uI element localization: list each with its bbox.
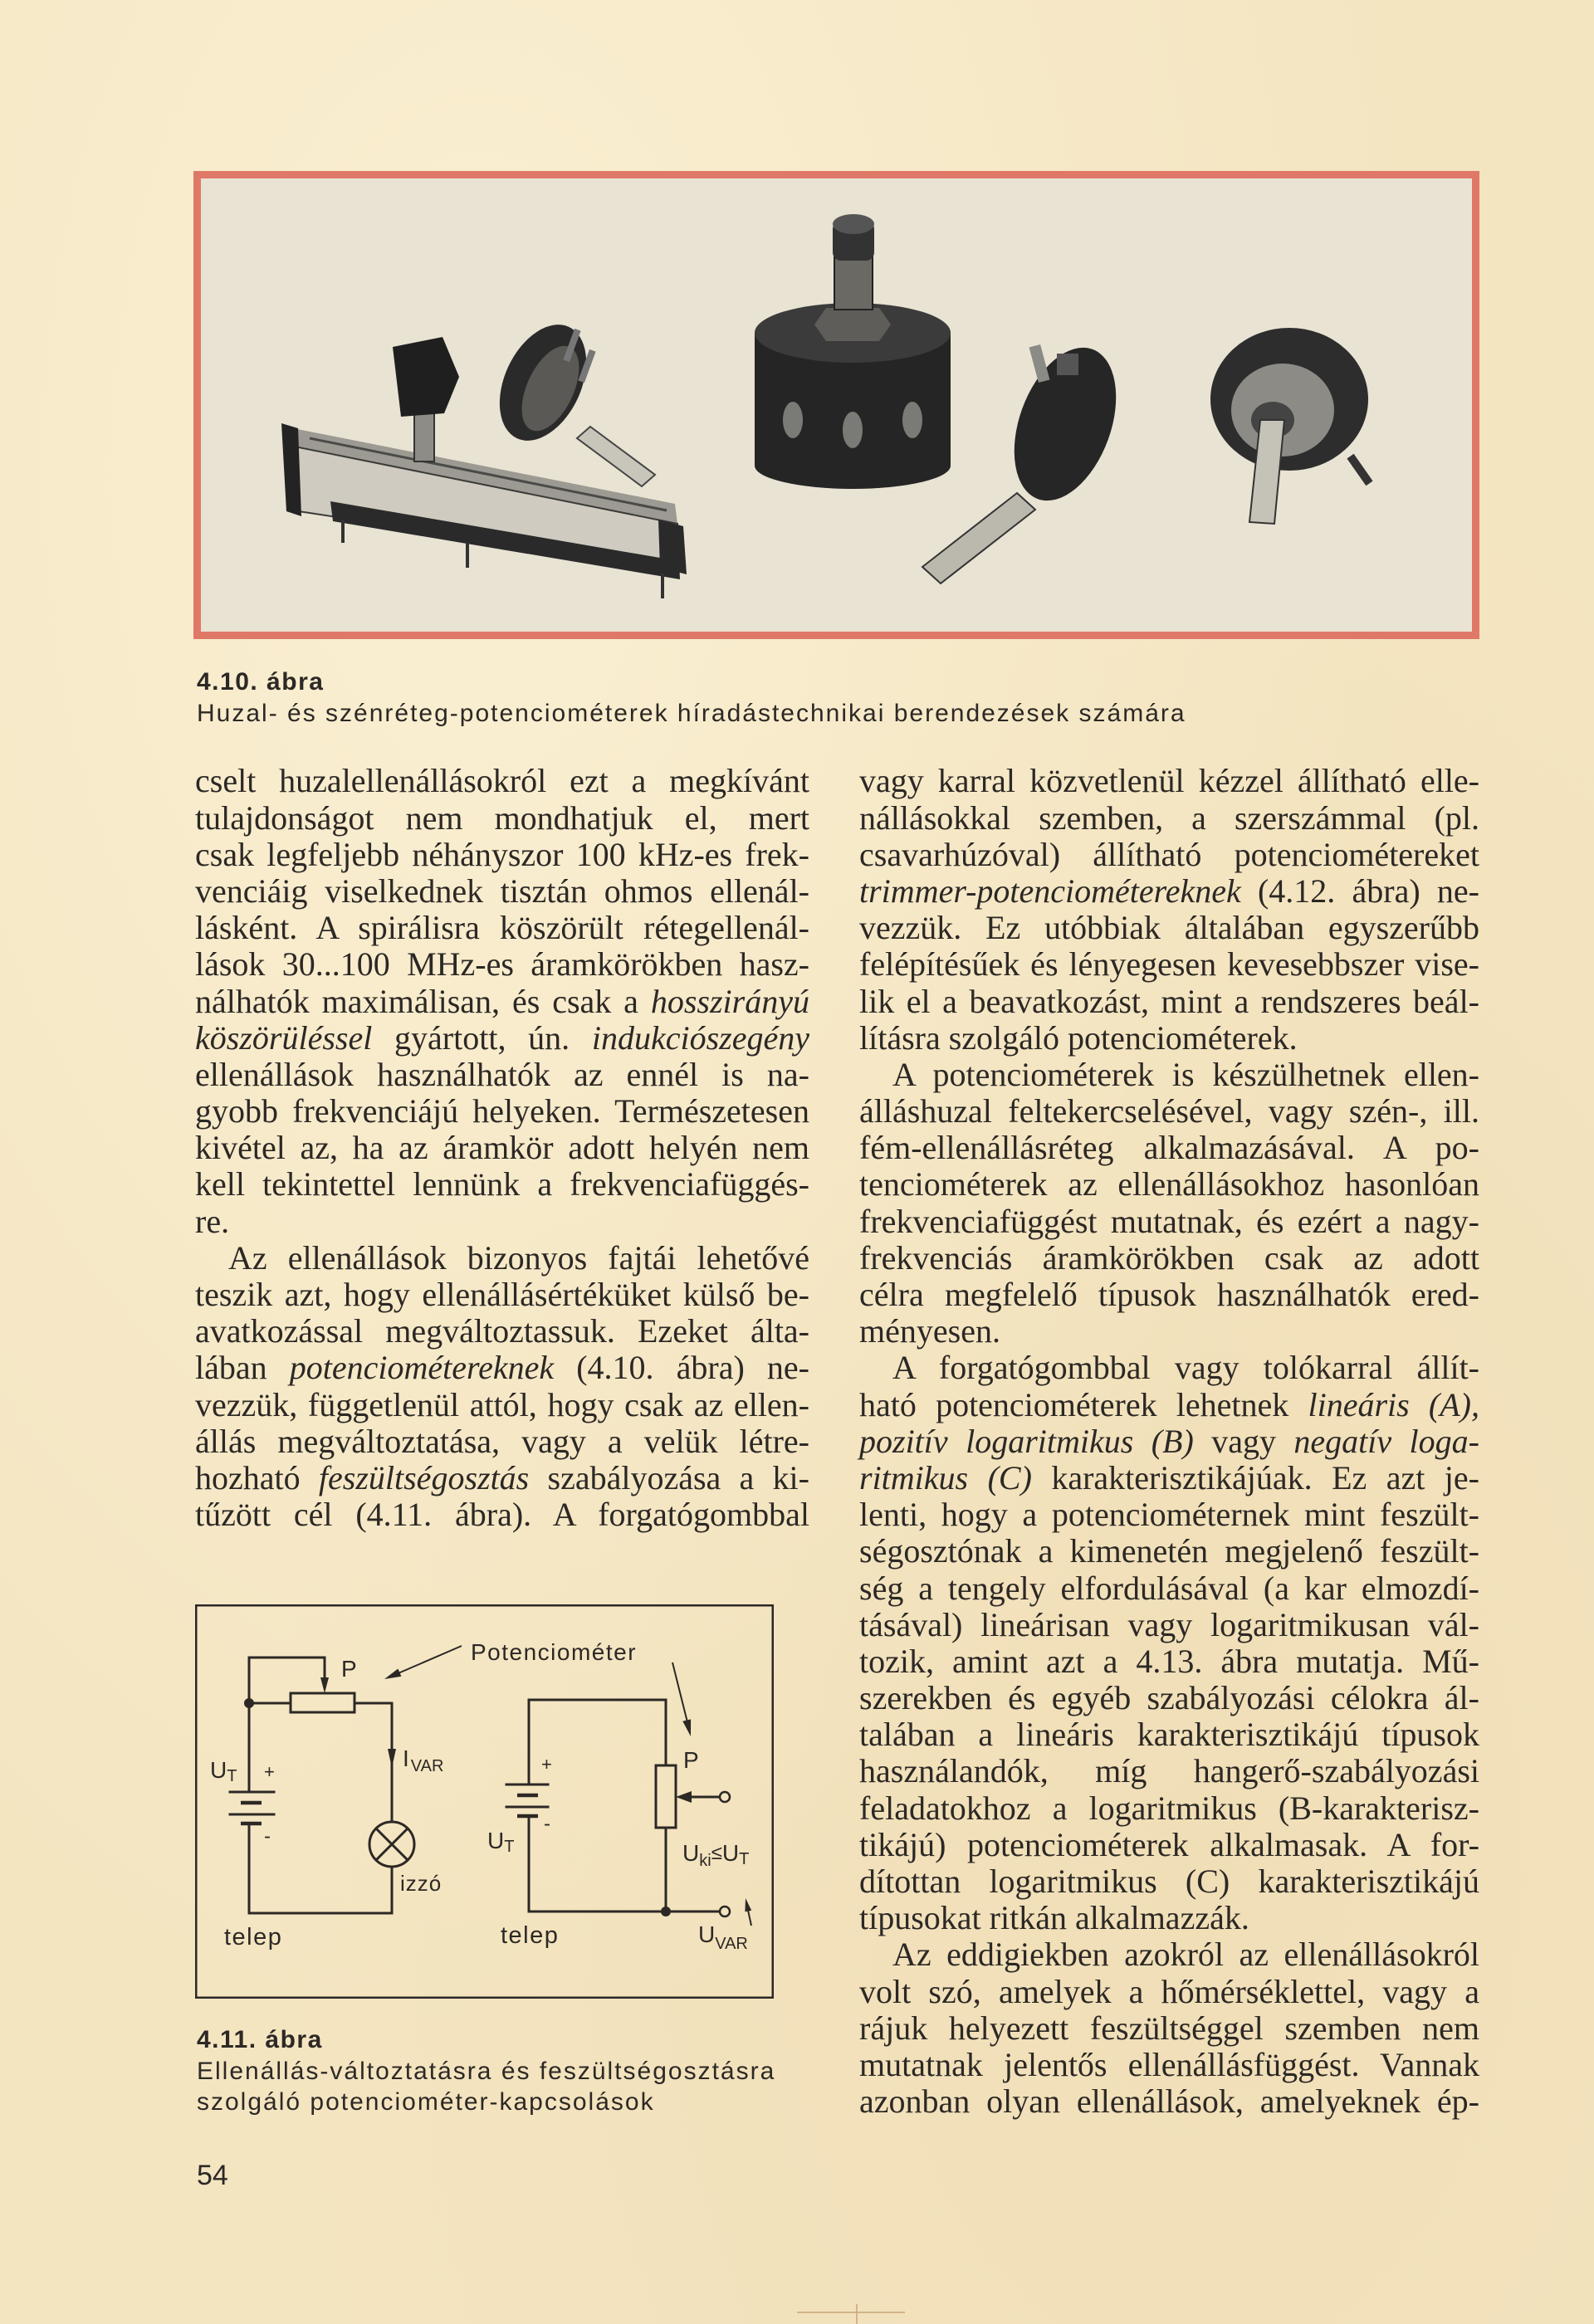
text-run: A potenciométerek is készülhetnek ellen- — [892, 1055, 1479, 1093]
var-symbol: U — [698, 1921, 716, 1947]
text-line — [195, 763, 809, 799]
text-run: szabályozása a ki- — [529, 1458, 809, 1496]
pot-label: P — [341, 1656, 357, 1682]
text-line — [859, 1130, 1479, 1166]
reference-symbol: U — [721, 1840, 740, 1866]
text-run: rájuk helyezett feszültséggel szemben nem — [859, 2009, 1479, 2047]
var-arrowhead — [745, 1898, 751, 1911]
text-line — [859, 1790, 1479, 1827]
text-run: tenciométerek az ellenállásokhoz hasonlóan — [859, 1165, 1479, 1204]
text-line — [859, 946, 1479, 983]
text-line — [859, 1166, 1479, 1203]
text-run: teszik azt, hogy ellenállásértéküket külső be- — [195, 1276, 809, 1314]
output-subscript: ki — [699, 1852, 711, 1870]
text-line — [859, 1936, 1479, 1973]
text-line — [859, 984, 1479, 1020]
text-line — [859, 1753, 1479, 1789]
text-line — [859, 1057, 1479, 1093]
output-symbol: U — [682, 1840, 700, 1866]
battery-label: telep — [224, 1924, 283, 1950]
paragraph — [195, 763, 809, 1239]
text-run: (4.10. ábra) ne- — [554, 1349, 809, 1387]
paragraph — [859, 1936, 1479, 2120]
text-run: vezzük. Ez utóbbiak általában egyszerűbb — [859, 909, 1479, 947]
text-line — [859, 2047, 1479, 2083]
text-line — [859, 1020, 1479, 1057]
text-line — [195, 984, 809, 1020]
voltage-label — [487, 1828, 514, 1856]
var-subscript: VAR — [715, 1935, 748, 1953]
text-line — [859, 1680, 1479, 1716]
figure-4-11-diagram — [195, 1604, 774, 1999]
italic-term: lineáris (A), — [1308, 1385, 1479, 1423]
text-line — [195, 800, 809, 837]
text-run: használandók, míg hangerő-szabályozási — [859, 1752, 1479, 1790]
figure-4-11-label: 4.11. ábra — [197, 2026, 323, 2053]
text-line — [859, 1533, 1479, 1570]
text-run: gyobb frekvenciájú helyeken. Természetesen — [195, 1092, 809, 1130]
text-line-content — [859, 1386, 1479, 1423]
text-run: cselt huzalellenállásokról ezt a megkívánt — [195, 762, 809, 800]
text-run: tűzött cél (4.11. ábra). A forgatógombbal — [195, 1496, 809, 1534]
text-run: vagy — [1193, 1422, 1294, 1460]
text-line — [195, 1204, 809, 1240]
text-line — [195, 946, 809, 983]
lamp-label: izzó — [400, 1871, 443, 1896]
pot-lug — [1057, 354, 1078, 375]
text-run: lában — [195, 1349, 290, 1387]
voltage-subscript: T — [504, 1838, 515, 1856]
text-line — [195, 1057, 809, 1093]
text-line — [195, 1350, 809, 1386]
figure-4-11-caption-line-2: szolgáló potenciométer-kapcsolások — [197, 2088, 655, 2116]
current-label — [403, 1745, 443, 1775]
junction-dot — [244, 1698, 254, 1708]
text-run: Az eddigiekben azokról az ellenállásokról — [892, 1936, 1479, 1974]
output-terminal — [720, 1907, 730, 1916]
text-run: ható potenciométerek lehetnek — [859, 1385, 1308, 1423]
text-run: nálhatók maximálisan, és csak a — [195, 982, 651, 1020]
pointer-arrowhead — [682, 1719, 691, 1736]
current-arrowhead — [388, 1749, 396, 1768]
wire — [249, 1658, 325, 1792]
text-line — [859, 1716, 1479, 1753]
text-line — [195, 873, 809, 910]
text-line — [859, 1974, 1479, 2010]
pot-nut — [814, 308, 891, 341]
text-line — [195, 1130, 809, 1166]
text-line — [859, 1863, 1479, 1900]
text-line — [859, 2010, 1479, 2047]
text-run: frekvenciás áramkörökben csak az adott — [859, 1238, 1479, 1277]
crop-mark — [797, 2301, 905, 2324]
text-line — [859, 1387, 1479, 1423]
text-run: volt szó, amelyek a hőmérséklettel, vagy a — [859, 1972, 1479, 2010]
resistor-symbol — [656, 1765, 676, 1828]
voltage-symbol: U — [210, 1757, 227, 1783]
wiper-arrowhead — [676, 1791, 692, 1803]
text-line — [859, 1350, 1479, 1386]
text-run: tozik, amint azt a 4.13. ábra mutatja. Mű- — [859, 1642, 1479, 1680]
text-line — [859, 1460, 1479, 1496]
italic-term: köszörüléssel — [195, 1018, 373, 1057]
text-run: ségosztónak a kimenetén megjelenő feszült- — [859, 1532, 1479, 1570]
text-run: lások 30...100 MHz-es áramkörökben hasz- — [195, 945, 809, 984]
text-run: (4.12. ábra) ne- — [1240, 872, 1479, 910]
text-run: szerekben és egyéb szabályozási célokra ál- — [859, 1679, 1479, 1717]
italic-term: trimmer-potenciométereknek — [859, 872, 1241, 910]
text-run: álláshuzal feltekercselésével, vagy szén-, ill. — [859, 1092, 1479, 1130]
potentiometer-label: Potenciométer — [471, 1639, 638, 1665]
text-run: lásként. A spirálisra köszörült rétegellenál- — [195, 909, 809, 947]
text-line — [859, 1900, 1479, 1936]
text-line — [195, 1496, 809, 1533]
paragraph — [859, 763, 1479, 1057]
text-run: Az ellenállások bizonyos fajtái lehetővé — [228, 1238, 809, 1277]
text-run: mutatnak jelentős ellenállásfüggést. Vannak — [859, 2045, 1479, 2083]
text-run: vezzük, függetlenül attól, hogy csak az ellen- — [195, 1385, 809, 1423]
text-line — [195, 1240, 809, 1277]
text-run: ellenállások használhatók az ennél is na- — [195, 1055, 809, 1093]
text-run: dítottan logaritmikus (C) karakterisztikájú — [859, 1863, 1479, 1901]
var-voltage-label — [698, 1921, 748, 1953]
text-run: állás megváltoztatása, vagy a velük létre- — [195, 1422, 809, 1460]
text-line — [859, 1204, 1479, 1240]
text-run: fém-ellenállásréteg alkalmazásával. A po- — [859, 1129, 1479, 1167]
current-symbol: I — [403, 1745, 409, 1771]
text-run: hozható — [195, 1458, 319, 1496]
pot-terminal — [902, 402, 922, 438]
text-run: feladatokhoz a logaritmikus (B-karakterisz- — [859, 1789, 1479, 1827]
pot-label: P — [683, 1747, 699, 1773]
junction-dot — [661, 1907, 671, 1916]
text-line — [195, 1093, 809, 1130]
text-run: talában a lineáris karakterisztikájú típusok — [859, 1716, 1479, 1754]
battery-label: telep — [501, 1922, 560, 1949]
text-line — [859, 837, 1479, 873]
text-line — [859, 1570, 1479, 1607]
text-run: lenti, hogy a potenciométernek mint feszült- — [859, 1496, 1479, 1534]
text-line-content — [859, 1459, 1479, 1496]
figure-4-10-label: 4.10. ábra — [197, 668, 325, 696]
text-line — [859, 2083, 1479, 2120]
text-line — [859, 1313, 1479, 1350]
text-run: venciáig viselkednek tisztán ohmos ellenál- — [195, 872, 809, 910]
pot-body-bottom — [755, 442, 951, 489]
text-run: tikájú) potenciométerek alkalmasak. A for- — [859, 1825, 1479, 1863]
text-line-content — [195, 1349, 809, 1386]
pot-terminal — [843, 412, 863, 448]
relation-symbol: ≤ — [711, 1842, 722, 1864]
text-run: lik el a beavatkozást, mint a rendszeres beál- — [859, 982, 1479, 1020]
slider-end-cap-right — [658, 520, 687, 574]
voltage-label — [210, 1757, 237, 1785]
text-run: lításra szolgáló potenciométerek. — [859, 1018, 1298, 1057]
wire — [354, 1703, 392, 1822]
plus-sign: + — [264, 1761, 275, 1782]
pot-terminal — [783, 402, 803, 438]
text-line-content — [195, 983, 809, 1020]
paragraph — [195, 1240, 809, 1534]
voltage-symbol: U — [487, 1828, 505, 1853]
text-line — [859, 1423, 1479, 1460]
text-line-content — [859, 872, 1479, 910]
pointer-line-left — [394, 1646, 462, 1675]
figure-4-11-caption-line-1: Ellenállás-változtatásra és feszültségosztásra — [197, 2058, 776, 2085]
text-run: nállásokkal szemben, a szerszámmal (pl. — [859, 798, 1479, 837]
text-run: karakterisztikájúak. Ez azt je- — [1031, 1458, 1479, 1496]
italic-term: hosszirányú — [650, 982, 809, 1020]
text-run: célra megfelelő típusok használhatók ered- — [859, 1276, 1479, 1314]
text-run: ményesen. — [859, 1312, 1000, 1350]
text-run: csak legfeljebb néhányszor 100 kHz-es frek- — [195, 835, 809, 873]
text-run: típusokat ritkán alkalmazzák. — [859, 1899, 1249, 1937]
text-run: vagy karral közvetlenül kézzel állítható elle- — [859, 762, 1479, 800]
figure-4-10-photo — [193, 171, 1479, 639]
text-line — [859, 1240, 1479, 1277]
voltage-subscript: T — [227, 1767, 237, 1785]
text-run: azonban olyan ellenállások, amelyeknek ép- — [859, 2082, 1479, 2121]
reference-subscript: T — [739, 1850, 750, 1868]
text-line-content — [859, 1423, 1479, 1460]
paragraph — [859, 1057, 1479, 1350]
text-line — [195, 1423, 809, 1460]
italic-term: potenciométereknek — [289, 1349, 555, 1387]
text-run: tásával) lineárisan vagy logaritmikusan vál- — [859, 1605, 1479, 1643]
text-line — [195, 1166, 809, 1203]
text-run: csavarhúzóval) állítható potenciométereket — [859, 835, 1479, 873]
text-column-right — [859, 763, 1479, 2120]
text-line — [195, 837, 809, 873]
text-line — [195, 1387, 809, 1423]
text-line — [195, 1313, 809, 1350]
paragraph — [859, 1350, 1479, 1936]
text-line-content — [195, 1019, 809, 1057]
italic-term: pozitív logaritmikus (B) — [859, 1422, 1194, 1460]
italic-term: negatív loga- — [1293, 1422, 1479, 1460]
text-line — [859, 1496, 1479, 1533]
text-line — [859, 1093, 1479, 1130]
voltage-divider-circuit — [487, 1700, 751, 1953]
output-terminal — [720, 1792, 730, 1802]
text-run: gyártott, ún. — [372, 1018, 592, 1057]
text-run: avatkozással megváltoztassuk. Ezeket álta- — [195, 1312, 809, 1350]
slider-stem — [414, 410, 434, 461]
text-run: felépítésűek és lényegesen kevesebbszer vise- — [859, 945, 1479, 984]
output-voltage-label — [682, 1840, 749, 1870]
text-line — [195, 1277, 809, 1313]
text-line — [859, 1827, 1479, 1863]
italic-term: ritmikus (C) — [859, 1458, 1032, 1496]
italic-term: indukciószegény — [591, 1018, 809, 1057]
wiper-arrowhead — [320, 1677, 329, 1693]
text-line — [859, 1643, 1479, 1680]
text-line-content — [195, 1459, 809, 1496]
current-subscript: VAR — [410, 1757, 444, 1775]
text-run: A forgatógombbal vagy tolókarral állít- — [892, 1349, 1479, 1387]
text-line — [195, 1460, 809, 1496]
text-line — [859, 1607, 1479, 1643]
minus-sign: - — [264, 1825, 271, 1848]
figure-4-10-caption: Huzal- és szénréteg-potenciométerek híradástechnikai berendezések számára — [197, 700, 1186, 727]
text-line — [859, 1277, 1479, 1313]
text-line — [859, 800, 1479, 837]
text-line — [859, 763, 1479, 799]
text-run: kell tekintettel lennünk a frekvenciafüggés- — [195, 1165, 809, 1204]
text-line — [195, 910, 809, 946]
plus-sign: + — [541, 1754, 552, 1775]
text-line — [859, 873, 1479, 910]
pot-knob-top — [833, 214, 874, 234]
resistor-symbol — [291, 1693, 354, 1712]
pointer-arrowhead — [384, 1669, 401, 1680]
text-run: re. — [195, 1202, 230, 1240]
text-column-left — [195, 763, 809, 1533]
pointer-line-right — [672, 1662, 688, 1726]
text-run: kivétel az, ha az áramkör adott helyén nem — [195, 1129, 809, 1167]
italic-term: feszültségosztás — [318, 1458, 530, 1496]
text-run: ség a tengely elfordulásával (a kar elmozdí- — [859, 1569, 1479, 1607]
rheostat-circuit — [210, 1656, 443, 1950]
text-line — [195, 1020, 809, 1057]
text-line — [859, 910, 1479, 946]
minus-sign: - — [544, 1813, 550, 1835]
page-number: 54 — [197, 2160, 228, 2191]
text-run: tulajdonságot nem mondhatjuk el, mert — [195, 798, 809, 837]
text-run: frekvenciafüggést mutatnak, és ezért a nagy- — [859, 1202, 1479, 1240]
